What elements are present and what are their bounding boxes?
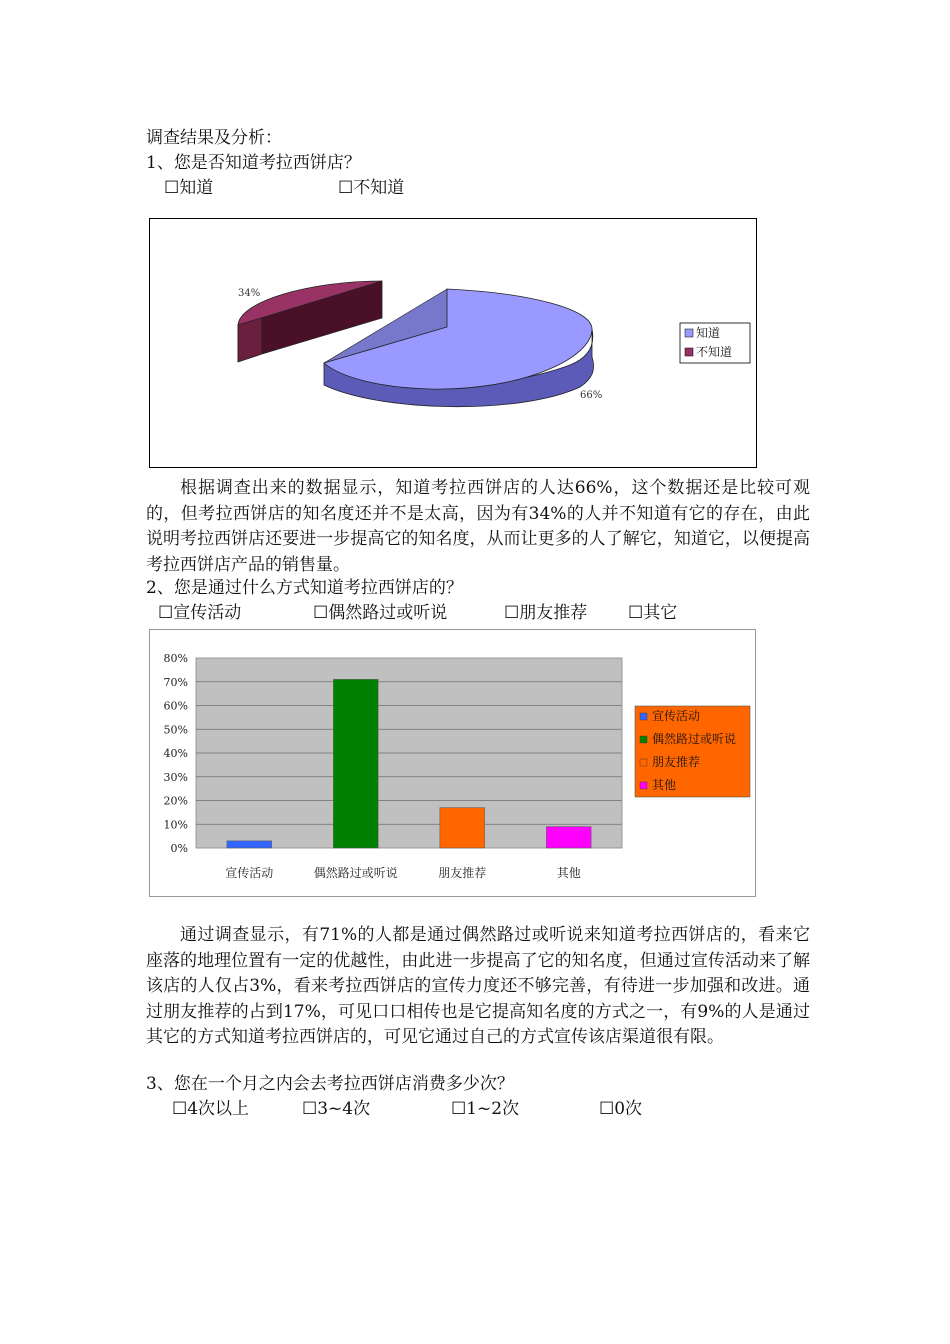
question-2: 2、您是通过什么方式知道考拉西饼店的？ [146, 578, 463, 598]
pie-label-know: 66% [580, 390, 603, 401]
q3-option-3-4[interactable]: ☐3~4次 [302, 1099, 371, 1119]
y-tick-label: 80% [163, 652, 188, 665]
q2-option-friend[interactable]: ☐朋友推荐 [504, 603, 588, 623]
pie-label-not-know: 34% [238, 288, 261, 299]
legend-swatch-not-know [685, 348, 693, 356]
bar-chart-svg [150, 630, 755, 896]
pie-legend [680, 323, 750, 363]
legend-swatch [640, 759, 647, 766]
bar [546, 827, 591, 848]
bar [440, 808, 485, 848]
legend-label: 宣传活动 [652, 709, 701, 723]
bar [333, 679, 378, 848]
awareness-pie-chart [149, 218, 757, 468]
y-tick-label: 60% [163, 699, 188, 713]
x-tick-label: 其他 [556, 866, 581, 880]
y-tick-label: 30% [163, 770, 188, 784]
q3-option-4-plus[interactable]: ☐4次以上 [172, 1099, 250, 1119]
analysis-paragraph-2: 通过调查显示，有71%的人都是通过偶然路过或听说来知道考拉西饼店的，看来它座落的地理位置有一定的优越性，由此进一步提高了它的知名度，但通过宣传活动来了解该店的人仅占3%，看来考拉西饼店的宣传力度还不够完善，有待进一步加强和改进。通过朋友推荐的占到17%，可见口口相传也是它提高知名度的方式之一，有9%的人是通过其它的方式知道考拉西饼店的，可见它通过自己的方式宣传该店渠道很有限。 [146, 925, 810, 1047]
y-tick-label: 10% [163, 818, 188, 832]
q3-option-0[interactable]: ☐0次 [599, 1099, 643, 1119]
legend-label: 朋友推荐 [652, 755, 701, 769]
y-tick-label: 0% [170, 842, 188, 855]
q1-option-know[interactable]: ☐知道 [164, 178, 214, 198]
pie-chart-svg [150, 219, 756, 467]
q2-option-promotion[interactable]: ☐宣传活动 [158, 603, 242, 623]
legend-label-not-know: 不知道 [696, 345, 733, 359]
question-1: 1、您是否知道考拉西饼店？ [146, 153, 361, 173]
legend-swatch [640, 713, 647, 720]
x-axis-labels [225, 865, 581, 880]
channel-bar-chart [149, 629, 756, 897]
q3-option-1-2[interactable]: ☐1~2次 [451, 1099, 520, 1119]
y-tick-label: 70% [163, 675, 188, 689]
bar [227, 841, 272, 848]
legend-swatch-know [685, 329, 693, 337]
x-tick-label: 朋友推荐 [438, 866, 487, 880]
question-3: 3、您在一个月之内会去考拉西饼店消费多少次？ [146, 1074, 514, 1094]
legend-swatch [640, 782, 647, 789]
bar-legend [635, 706, 750, 797]
legend-swatch [640, 736, 647, 743]
section-title: 调查结果及分析： [146, 128, 282, 148]
legend-label-know: 知道 [696, 326, 721, 340]
q2-option-other[interactable]: ☐其它 [628, 603, 678, 623]
y-tick-label: 40% [163, 747, 188, 760]
x-tick-label: 偶然路过或听说 [313, 866, 398, 880]
y-tick-label: 20% [163, 794, 188, 808]
legend-label: 其他 [652, 778, 677, 792]
y-axis-ticks [164, 652, 188, 855]
analysis-paragraph-1: 根据调查出来的数据显示，知道考拉西饼店的人达66%，这个数据还是比较可观的，但考拉西饼店的知名度还并不是太高，因为有34%的人并不知道有它的存在，由此说明考拉西饼店还要进一步提高它的知名度，从而让更多的人了解它，知道它，以便提高考拉西饼店产品的销售量。 [146, 478, 810, 575]
legend-label: 偶然路过或听说 [652, 732, 737, 746]
x-tick-label: 宣传活动 [225, 866, 274, 880]
y-tick-label: 50% [163, 723, 188, 737]
q2-option-passing[interactable]: ☐偶然路过或听说 [313, 603, 448, 623]
q1-option-not-know[interactable]: ☐不知道 [338, 178, 405, 198]
